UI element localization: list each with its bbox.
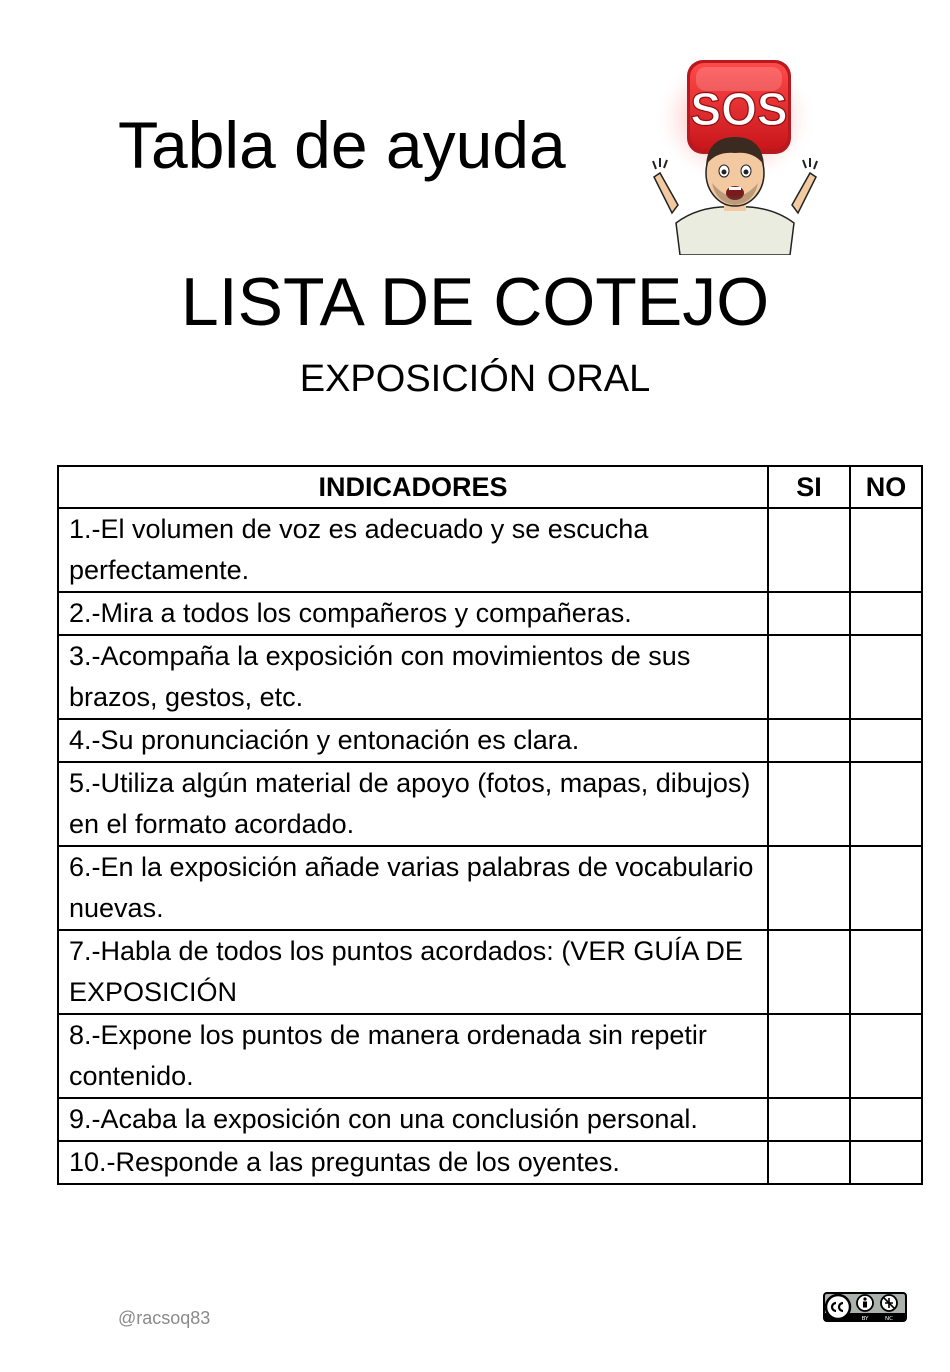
- svg-text:BY: BY: [861, 1316, 869, 1322]
- yes-cell[interactable]: [768, 846, 850, 930]
- indicator-text: 2.-Mira a todos los compañeros y compañeras.: [58, 592, 768, 635]
- sos-avatar-icon: [650, 55, 820, 255]
- table-row: [58, 846, 922, 930]
- no-cell[interactable]: [850, 930, 922, 1014]
- author-handle: @racsoq83: [118, 1308, 211, 1328]
- cc-by-nc-icon: [823, 1292, 907, 1322]
- header-no: NO: [850, 466, 922, 508]
- indicator-text: 10.-Responde a las preguntas de los oyentes.: [58, 1141, 768, 1184]
- no-cell[interactable]: [850, 846, 922, 930]
- table-row: [58, 635, 922, 719]
- table-row: [58, 1014, 922, 1098]
- table-row: [58, 1141, 922, 1184]
- yes-cell[interactable]: [768, 930, 850, 1014]
- no-cell[interactable]: [850, 762, 922, 846]
- table-row: [58, 762, 922, 846]
- yes-cell[interactable]: [768, 635, 850, 719]
- yes-cell[interactable]: [768, 592, 850, 635]
- sos-label: SOS: [690, 83, 788, 135]
- indicator-text: 1.-El volumen de voz es adecuado y se escucha perfectamente.: [58, 508, 768, 592]
- svg-text:NC: NC: [885, 1316, 893, 1322]
- no-cell[interactable]: [850, 508, 922, 592]
- yes-cell[interactable]: [768, 719, 850, 762]
- header-yes: SI: [768, 466, 850, 508]
- indicator-text: 4.-Su pronunciación y entonación es clara.: [58, 719, 768, 762]
- table-row: [58, 1098, 922, 1141]
- table-row: [58, 592, 922, 635]
- no-cell[interactable]: [850, 635, 922, 719]
- yes-cell[interactable]: [768, 1014, 850, 1098]
- table-row: [58, 719, 922, 762]
- table-row: [58, 930, 922, 1014]
- subtitle: EXPOSICIÓN ORAL: [299, 358, 651, 400]
- yes-cell[interactable]: [768, 1098, 850, 1141]
- indicator-text: 6.-En la exposición añade varias palabras de vocabulario nuevas.: [58, 846, 768, 930]
- yes-cell[interactable]: [768, 1141, 850, 1184]
- no-cell[interactable]: [850, 1014, 922, 1098]
- indicator-text: 9.-Acaba la exposición con una conclusión personal.: [58, 1098, 768, 1141]
- indicator-text: 5.-Utiliza algún material de apoyo (fotos, mapas, dibujos) en el formato acordado.: [58, 762, 768, 846]
- help-title: Tabla de ayuda: [118, 108, 566, 182]
- no-cell[interactable]: [850, 1141, 922, 1184]
- indicator-text: 8.-Expone los puntos de manera ordenada sin repetir contenido.: [58, 1014, 768, 1098]
- yes-cell[interactable]: [768, 762, 850, 846]
- header-indicators: INDICADORES: [58, 466, 768, 508]
- header-row: [58, 466, 922, 508]
- no-cell[interactable]: [850, 719, 922, 762]
- no-cell[interactable]: [850, 1098, 922, 1141]
- table-row: [58, 508, 922, 592]
- no-cell[interactable]: [850, 592, 922, 635]
- checklist-table: [57, 465, 923, 1185]
- indicator-text: 3.-Acompaña la exposición con movimientos de sus brazos, gestos, etc.: [58, 635, 768, 719]
- main-title: LISTA DE COTEJO: [180, 264, 770, 340]
- yes-cell[interactable]: [768, 508, 850, 592]
- indicator-text: 7.-Habla de todos los puntos acordados: (VER GUÍA DE EXPOSICIÓN: [58, 930, 768, 1014]
